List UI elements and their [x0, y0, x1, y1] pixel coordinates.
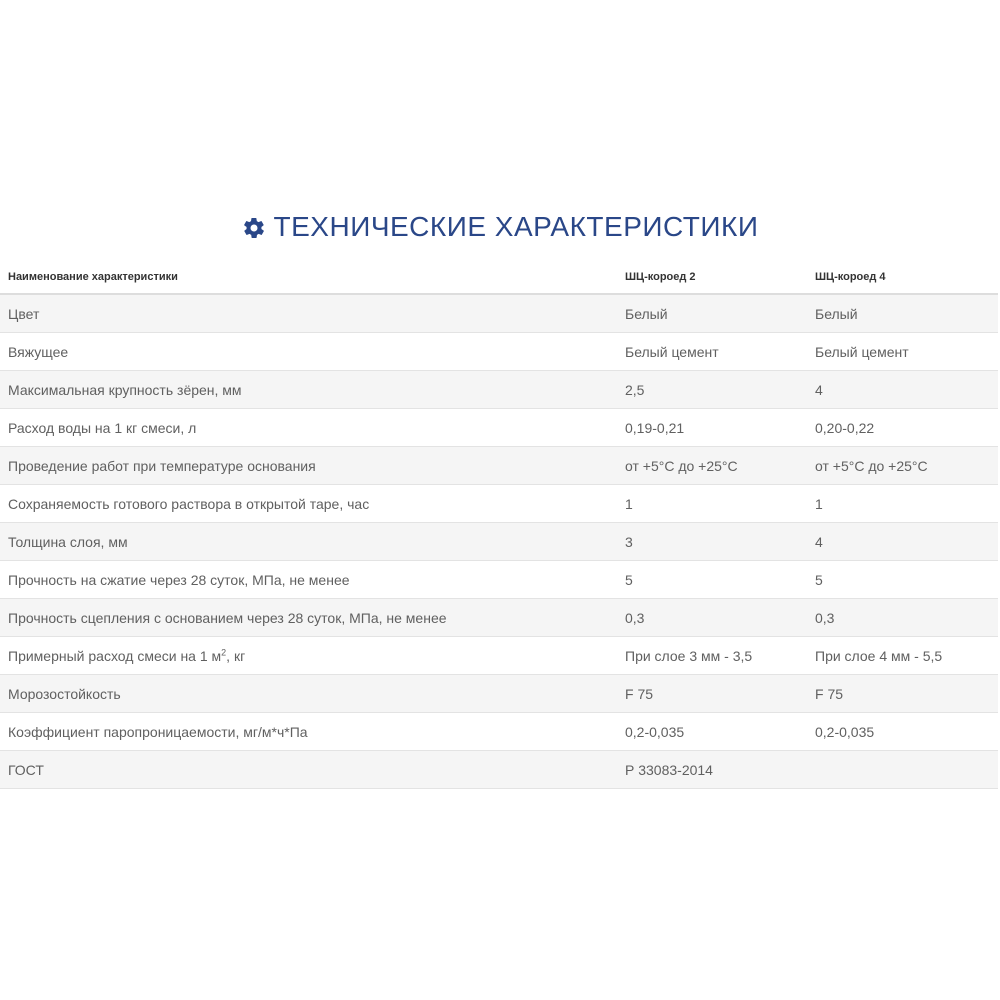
gear-icon	[242, 215, 266, 239]
table-row	[0, 751, 998, 789]
table-row	[0, 637, 998, 675]
table-header-row	[0, 260, 998, 294]
row-value-product-2: 1	[617, 485, 807, 523]
row-value-product-2: от +5°C до +25°C	[617, 447, 807, 485]
row-label: ГОСТ	[0, 751, 617, 789]
row-label: Максимальная крупность зёрен, мм	[0, 371, 617, 409]
page-title	[242, 211, 759, 243]
row-value-product-2: Белый	[617, 294, 807, 333]
header-characteristic: Наименование характеристики	[0, 260, 617, 294]
table-row	[0, 294, 998, 333]
row-value-product-4: 0,3	[807, 599, 998, 637]
row-value-product-2: 0,3	[617, 599, 807, 637]
row-value-product-4: F 75	[807, 675, 998, 713]
header-product-2: ШЦ-короед 2	[617, 260, 807, 294]
row-value-product-2: Белый цемент	[617, 333, 807, 371]
table-row	[0, 599, 998, 637]
row-value-product-2: 5	[617, 561, 807, 599]
row-value-product-2: 2,5	[617, 371, 807, 409]
table-row	[0, 485, 998, 523]
table-row	[0, 333, 998, 371]
row-value-product-2: Р 33083-2014	[617, 751, 807, 789]
row-label: Морозостойкость	[0, 675, 617, 713]
row-label: Коэффициент паропроницаемости, мг/м*ч*Па	[0, 713, 617, 751]
header-product-4: ШЦ-короед 4	[807, 260, 998, 294]
row-value-product-4: 4	[807, 523, 998, 561]
table-row	[0, 713, 998, 751]
table-row	[0, 409, 998, 447]
table-row	[0, 371, 998, 409]
row-label: Вяжущее	[0, 333, 617, 371]
row-label-text: Примерный расход смеси на 1 м	[8, 647, 222, 664]
row-label: Цвет	[0, 294, 617, 333]
spec-table	[0, 260, 998, 789]
row-label: Толщина слоя, мм	[0, 523, 617, 561]
row-label: Проведение работ при температуре основания	[0, 447, 617, 485]
table-row	[0, 523, 998, 561]
row-label	[0, 637, 617, 675]
row-value-product-2: 0,2-0,035	[617, 713, 807, 751]
row-value-product-4: При слое 4 мм - 5,5	[807, 637, 998, 675]
section-header	[0, 205, 1000, 249]
table-row	[0, 675, 998, 713]
row-label-unit: , кг	[226, 647, 246, 664]
row-value-product-4: 0,2-0,035	[807, 713, 998, 751]
row-value-product-2: F 75	[617, 675, 807, 713]
row-value-product-4: 4	[807, 371, 998, 409]
row-value-product-4: Белый	[807, 294, 998, 333]
row-value-product-4: Белый цемент	[807, 333, 998, 371]
row-value-product-2: 0,19-0,21	[617, 409, 807, 447]
row-value-product-2: При слое 3 мм - 3,5	[617, 637, 807, 675]
row-value-product-4: 5	[807, 561, 998, 599]
row-label: Прочность на сжатие через 28 суток, МПа, не менее	[0, 561, 617, 599]
table-row	[0, 561, 998, 599]
unit-superscript: 2	[221, 646, 227, 657]
row-label: Прочность сцепления с основанием через 28 суток, МПа, не менее	[0, 599, 617, 637]
table-row	[0, 447, 998, 485]
row-value-product-4: 0,20-0,22	[807, 409, 998, 447]
row-label: Сохраняемость готового раствора в открытой таре, час	[0, 485, 617, 523]
row-value-product-4: от +5°C до +25°C	[807, 447, 998, 485]
page-title-text: ТЕХНИЧЕСКИЕ ХАРАКТЕРИСТИКИ	[273, 211, 759, 242]
row-value-product-4	[807, 751, 998, 789]
row-label: Расход воды на 1 кг смеси, л	[0, 409, 617, 447]
row-value-product-2: 3	[617, 523, 807, 561]
row-value-product-4: 1	[807, 485, 998, 523]
